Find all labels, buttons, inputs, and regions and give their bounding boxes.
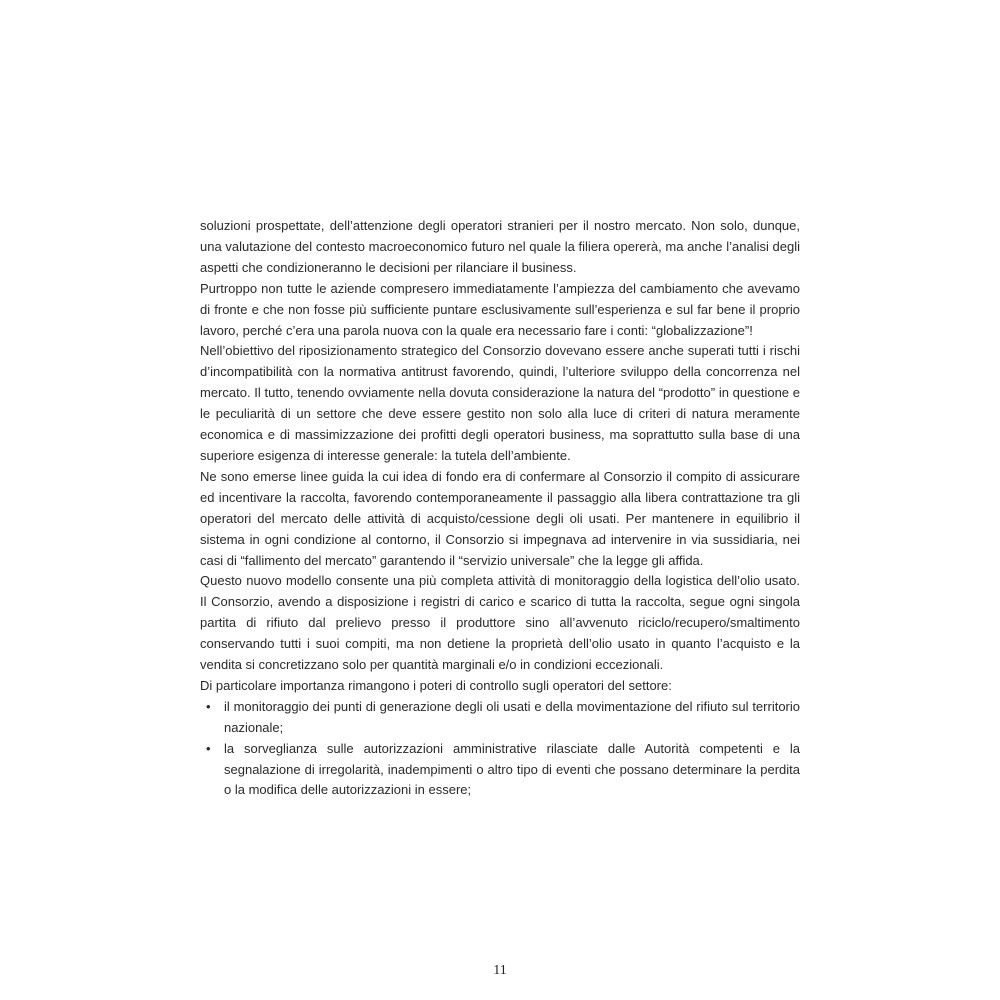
list-item-text: la sorveglianza sulle autorizzazioni amministrative rilasciate dalle Autorità competenti e la segnalazione di irregolarità, inadempimenti o altro tipo di eventi che possano determinare la perdita o la modifica delle autorizzazioni in essere;	[224, 740, 800, 798]
body-text	[200, 216, 800, 801]
list-item	[200, 739, 800, 802]
paragraph-monitoraggio-logistica: Questo nuovo modello consente una più completa attività di monitoraggio della logistica dell’olio usato. Il Consorzio, avendo a disposizione i registri di carico e scarico di tutta la raccolta, segue ogni singola partita di rifiuto dal prelievo presso il produttore sino all’avvenuto riciclo/recupero/smaltimento conservando tutti i suoi compiti, ma non detiene la proprietà dell’olio usato in quanto l’acquisto e la vendita si concretizzano solo per quantità marginali e/o in condizioni eccezionali.	[200, 573, 800, 673]
bullet-icon: •	[206, 698, 211, 714]
paragraph-intro-continuation: soluzioni prospettate, dell’attenzione degli operatori stranieri per il nostro mercato. Non solo, dunque, una valutazione del contesto macroeconomico futuro nel quale la filiera opererà, ma anche l’analisi degli aspetti che condizioneranno le decisioni per rilanciare il business.	[200, 218, 800, 275]
bullet-icon: •	[206, 740, 211, 756]
bullet-list	[200, 697, 800, 802]
list-item-text: il monitoraggio dei punti di generazione degli oli usati e della movimentazione del rifiuto sul territorio nazionale;	[224, 698, 800, 735]
paragraph-globalizzazione: Purtroppo non tutte le aziende compresero immediatamente l’ampiezza del cambiamento che avevamo di fronte e che non fosse più sufficiente puntare esclusivamente sull’esperienza e sul far bene il proprio lavoro, perché c’era una parola nuova con la quale era necessario fare i conti: “globalizzazione”!	[200, 280, 800, 338]
list-item	[200, 697, 800, 739]
paragraph-poteri-controllo: Di particolare importanza rimangono i poteri di controllo sugli operatori del settore:	[200, 677, 672, 693]
paragraph-riposizionamento: Nell’obiettivo del riposizionamento strategico del Consorzio dovevano essere anche superati tutti i rischi d’incompatibilità con la normativa antitrust favorendo, quindi, l’ulteriore sviluppo della concorrenza nel mercato. Il tutto, tenendo ovviamente nella dovuta considerazione la natura del “prodotto” in questione e le peculiarità di un settore che deve essere gestito non solo alla luce di criteri di natura meramente economica e di massimizzazione dei profitti degli operatori business, ma soprattutto sulla base di una superiore esigenza di interesse generale: la tutela dell’ambiente.	[200, 343, 800, 463]
page-number: 11	[493, 963, 507, 978]
paragraph-linee-guida: Ne sono emerse linee guida la cui idea di fondo era di confermare al Consorzio il compito di assicurare ed incentivare la raccolta, favorendo contemporaneamente il passaggio alla libera contrattazione tra gli operatori del mercato delle attività di acquisto/cessione degli oli usati. Per mantenere in equilibrio il sistema in ogni condizione al contorno, il Consorzio si impegnava ad intervenire in via sussidiaria, nei casi di “fallimento del mercato” garantendo il “servizio universale” che la legge gli affida.	[200, 468, 800, 568]
